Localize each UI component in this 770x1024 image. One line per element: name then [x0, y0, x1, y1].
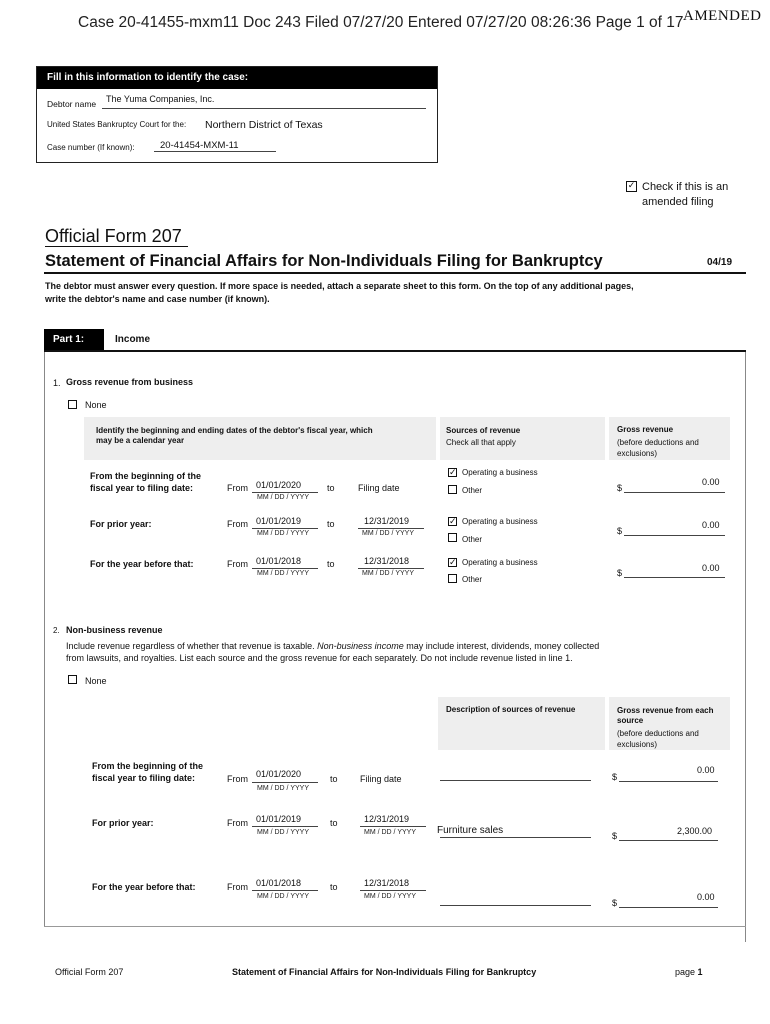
q1-col3-line2: (before deductions and: [617, 438, 699, 447]
q2-row1-currency: $: [612, 831, 618, 841]
form-version: 04/19: [707, 257, 733, 268]
case-header-line: Case 20-41455-mxm11 Doc 243 Filed 07/27/20 Entered 07/27/20 08:26:36 Page 1 of 17: [78, 14, 684, 31]
q2-row2-amount-line: [619, 907, 718, 908]
check-mark-icon: ✓: [449, 467, 457, 477]
q1-row0-to-date[interactable]: Filing date: [358, 483, 400, 493]
part1-label: Part 1:: [53, 334, 85, 345]
instructions-line1: The debtor must answer every question. If more space is needed, attach a separate sheet to this form. On the top of any additional pages,: [45, 281, 634, 291]
case-info-title: Fill in this information to identify the case:: [37, 67, 437, 89]
case-number-line: [154, 151, 276, 152]
debtor-name-line: [102, 108, 426, 109]
amended-check-line1: Check if this is an: [642, 181, 729, 193]
q1-row1-src1-label: Operating a business: [462, 517, 538, 526]
q1-row2-src1-checkbox[interactable]: [448, 558, 457, 567]
form-name-underline: [45, 246, 188, 247]
q1-row2-from-fmt: MM / DD / YYYY: [257, 570, 309, 577]
q1-col2-line2: Check all that apply: [446, 438, 516, 447]
instructions-line2: write the debtor's name and case number (if known).: [45, 294, 270, 304]
q1-row0-from-fmt: MM / DD / YYYY: [257, 494, 309, 501]
q2-row0-from-line: [252, 782, 318, 783]
part1-title: Income: [115, 334, 151, 345]
q2-row0-from-label: From: [227, 774, 248, 784]
q2-col3-line1: Gross revenue from each: [617, 706, 714, 715]
q1-col1-line1: Identify the beginning and ending dates of the debtor's fiscal year, which: [96, 426, 373, 435]
q2-none-label: None: [85, 676, 107, 686]
q2-row2-to-date[interactable]: 12/31/2018: [364, 878, 410, 888]
q1-row0-from-label: From: [227, 483, 248, 493]
q2-row1-from-label: From: [227, 818, 248, 828]
q1-none-label: None: [85, 400, 107, 410]
q1-row0-to-label: to: [327, 483, 335, 493]
q1-row0-src1-checkbox[interactable]: [448, 468, 457, 477]
q2-row0-label1: From the beginning of the: [92, 761, 203, 771]
q1-row1-to-fmt: MM / DD / YYYY: [362, 530, 414, 537]
q2-row1-amount[interactable]: 2,300.00: [677, 826, 713, 836]
q1-row1-amount-line: [624, 535, 725, 536]
q2-none-checkbox[interactable]: [68, 675, 77, 684]
q1-row0-src2-checkbox[interactable]: [448, 485, 457, 494]
q2-row2-currency: $: [612, 898, 618, 908]
part1-right-border: [745, 352, 746, 942]
amended-stamp: AMENDED: [683, 8, 762, 24]
q2-row2-amount[interactable]: 0.00: [697, 892, 715, 902]
court-label: United States Bankruptcy Court for the:: [47, 120, 187, 129]
footer-page-number: 1: [697, 967, 703, 977]
part1-bottom-rule: [44, 926, 746, 927]
q2-number: 2.: [53, 626, 60, 635]
q1-row0-amount-line: [624, 492, 725, 493]
q2-row2-to-fmt: MM / DD / YYYY: [364, 893, 416, 900]
q1-row1-from-date[interactable]: 01/01/2019: [256, 516, 302, 526]
q1-row2-to-date[interactable]: 12/31/2018: [364, 556, 410, 566]
footer-page: [675, 967, 703, 977]
q1-row1-amount[interactable]: 0.00: [702, 520, 720, 530]
q1-col1-line2: may be a calendar year: [96, 436, 185, 445]
q2-row1-label1: For prior year:: [92, 818, 154, 828]
check-mark-icon: ✓: [449, 557, 457, 567]
q1-row2-to-line: [358, 568, 424, 569]
q1-row2-src1-label: Operating a business: [462, 558, 538, 567]
q2-col2-line1: Description of sources of revenue: [446, 705, 576, 714]
debtor-name-value[interactable]: The Yuma Companies, Inc.: [106, 94, 215, 104]
q2-row0-amount-line: [619, 781, 718, 782]
q2-row2-from-date[interactable]: 01/01/2018: [256, 878, 302, 888]
debtor-name-label: Debtor name: [47, 99, 97, 109]
q1-col2-line1: Sources of revenue: [446, 426, 521, 435]
q2-row1-from-fmt: MM / DD / YYYY: [257, 829, 309, 836]
q1-col3-line3: exclusions): [617, 449, 658, 458]
q2-row0-to-label: to: [330, 774, 338, 784]
q2-description-line2: from lawsuits, and royalties. List each source and the gross revenue for each separately. Do not include revenue listed in line 1.: [66, 653, 573, 663]
q2-row1-from-line: [252, 826, 318, 827]
q2-row2-description-line: [440, 905, 591, 906]
footer-form-title: Statement of Financial Affairs for Non-Individuals Filing for Bankruptcy: [232, 967, 537, 977]
q1-row0-from-date[interactable]: 01/01/2020: [256, 480, 302, 490]
q2-desc-part-b: Non-business income: [317, 641, 404, 651]
amended-filing-checkbox[interactable]: [626, 181, 637, 192]
q1-row1-to-line: [358, 528, 424, 529]
q1-row0-label1: From the beginning of the: [90, 471, 201, 481]
q1-row1-to-date[interactable]: 12/31/2019: [364, 516, 410, 526]
q2-desc-part-a: Include revenue regardless of whether that revenue is taxable.: [66, 641, 318, 651]
q1-row1-to-label: to: [327, 519, 335, 529]
title-rule: [44, 272, 746, 274]
form-title: Statement of Financial Affairs for Non-Individuals Filing for Bankruptcy: [45, 252, 603, 270]
q1-row2-amount-line: [624, 577, 725, 578]
check-mark-icon: ✓: [627, 180, 636, 190]
amended-check-line2: amended filing: [642, 196, 714, 208]
q2-row0-currency: $: [612, 772, 618, 782]
q1-row2-from-label: From: [227, 559, 248, 569]
q2-row2-from-label: From: [227, 882, 248, 892]
q2-row0-amount[interactable]: 0.00: [697, 765, 715, 775]
q1-row1-src2-checkbox[interactable]: [448, 533, 457, 542]
q2-row2-from-fmt: MM / DD / YYYY: [257, 893, 309, 900]
q2-row0-from-date[interactable]: 01/01/2020: [256, 769, 302, 779]
q1-row2-src2-label: Other: [462, 575, 483, 584]
q1-row2-currency: $: [617, 568, 623, 578]
q2-row1-to-fmt: MM / DD / YYYY: [364, 829, 416, 836]
q1-row2-from-line: [252, 568, 318, 569]
q1-row2-label1: For the year before that:: [90, 559, 194, 569]
part1-left-border: [44, 352, 45, 927]
q1-none-checkbox[interactable]: [68, 400, 77, 409]
q2-row2-to-label: to: [330, 882, 338, 892]
footer-form-name: Official Form 207: [55, 967, 124, 977]
court-value[interactable]: Northern District of Texas: [205, 119, 323, 131]
q2-title: Non-business revenue: [66, 625, 163, 635]
q1-row1-src2-label: Other: [462, 535, 483, 544]
q2-row2-label1: For the year before that:: [92, 882, 196, 892]
q2-row1-description[interactable]: Furniture sales: [437, 825, 504, 836]
q2-col3-line4: exclusions): [617, 740, 658, 749]
q1-row1-currency: $: [617, 526, 623, 536]
q1-row1-from-label: From: [227, 519, 248, 529]
q1-row1-from-fmt: MM / DD / YYYY: [257, 530, 309, 537]
q2-col3-line2: source: [617, 716, 644, 725]
case-number-value[interactable]: 20-41454-MXM-11: [160, 140, 239, 151]
q2-row1-to-line: [360, 826, 426, 827]
q2-row1-description-line: [440, 837, 591, 838]
q1-row0-from-line: [252, 492, 318, 493]
q2-desc-part-c: may include interest, dividends, money collected: [403, 641, 600, 651]
part1-rule: [44, 350, 746, 352]
q2-row0-to-date[interactable]: Filing date: [360, 774, 402, 784]
q1-row0-label2: fiscal year to filing date:: [90, 483, 194, 493]
q1-row2-from-date[interactable]: 01/01/2018: [256, 556, 302, 566]
check-mark-icon: ✓: [449, 516, 457, 526]
q1-row2-src2-checkbox[interactable]: [448, 574, 457, 583]
q1-row0-src2-label: Other: [462, 486, 483, 495]
form-name: Official Form 207: [45, 226, 182, 246]
q2-row1-to-date[interactable]: 12/31/2019: [364, 814, 410, 824]
q2-row2-to-line: [360, 890, 426, 891]
q1-row1-label1: For prior year:: [90, 519, 152, 529]
case-number-label: Case number (If known):: [47, 143, 135, 152]
q1-title: Gross revenue from business: [66, 377, 194, 387]
q1-row0-src1-label: Operating a business: [462, 468, 538, 477]
q2-row0-label2: fiscal year to filing date:: [92, 773, 196, 783]
q1-col3-line1: Gross revenue: [617, 425, 674, 434]
q2-row0-from-fmt: MM / DD / YYYY: [257, 785, 309, 792]
q1-row1-src1-checkbox[interactable]: [448, 517, 457, 526]
q1-row0-amount[interactable]: 0.00: [702, 477, 720, 487]
q1-row0-currency: $: [617, 483, 623, 493]
q2-row1-to-label: to: [330, 818, 338, 828]
q2-row1-from-date[interactable]: 01/01/2019: [256, 814, 302, 824]
q2-row1-amount-line: [619, 840, 718, 841]
q1-row2-amount[interactable]: 0.00: [702, 563, 720, 573]
q1-row1-from-line: [252, 528, 318, 529]
q2-row0-description-line: [440, 780, 591, 781]
footer-page-label: page: [675, 967, 698, 977]
q2-row2-from-line: [252, 890, 318, 891]
q2-col3-line3: (before deductions and: [617, 729, 699, 738]
q1-row2-to-label: to: [327, 559, 335, 569]
q1-number: 1.: [53, 378, 61, 388]
q1-row2-to-fmt: MM / DD / YYYY: [362, 570, 414, 577]
q2-description-line1: [66, 641, 599, 651]
